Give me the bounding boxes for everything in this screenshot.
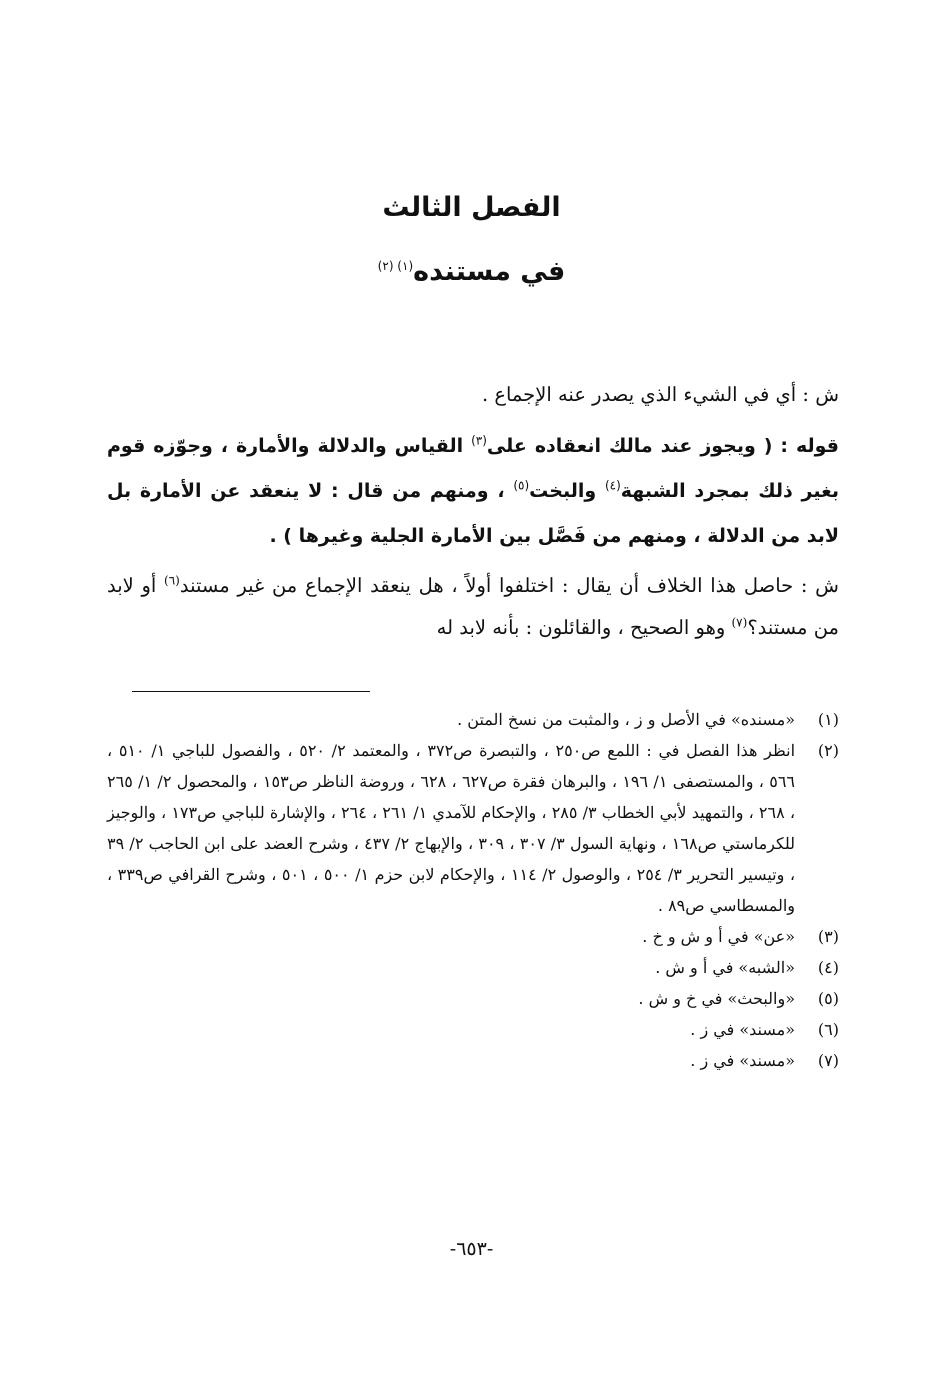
footnote-ref-5: (٥) xyxy=(513,478,530,493)
commentary-paragraph-2 xyxy=(107,565,839,649)
footnote-number: (٤) xyxy=(817,958,839,977)
quote-part-d: ، ومنهم من قال : لا ينعقد عن الأمارة بل لابد من الدلالة ، ومنهم من فَصَّل بين الأمارة الجلية وغيرها ) . xyxy=(107,480,839,547)
footnote-text: «مسند» في ز . xyxy=(690,1020,795,1039)
commentary-part-a: ش : حاصل هذا الخلاف أن يقال : اختلفوا أولاً ، هل ينعقد الإجماع من غير مستند xyxy=(179,574,839,597)
footnote-text: انظر هذا الفصل في : اللمع ص٢٥٠ ، والتبصرة ص٣٧٢ ، والمعتمد ٢/ ٥٢٠ ، والفصول للباجي ١/ ٥١٠ ، ٥٦٦ ، والمستصفى ١/ ١٩٦ ، والبرهان فقرة ص٦٢٧ ، ٦٢٨ ، وروضة الناظر ص١٥٣ ، والمحصول ٢/ ١/ ٢٦٥ ، ٢٦٨ ، والتمهيد لأبي الخطاب ٣/ ٢٨٥ ، والإحكام للآمدي ١/ ٢٦١ ، ٢٦٤ ، والإشارة للباجي ص١٧٣ ، والوجيز للكرماستي ص١٦٨ ، ونهاية السول ٣/ ٣٠٧ ، ٣٠٩ ، والإبهاج ٢/ ٤٣٧ ، وشرح العضد على ابن الحاجب ٢/ ٣٩ ، وتيسير التحرير ٣/ ٢٥٤ ، والوصول ٢/ ١١٤ ، والإحكام لابن حزم ١/ ٥٠٠ ، ٥٠١ ، وشرح القرافي ص٣٣٩ ، والمسطاسي ص٨٩ . xyxy=(107,741,796,915)
footnotes-section xyxy=(107,704,839,1076)
body-text-block xyxy=(107,374,839,649)
footnote-text: «عن» في أ و ش و خ . xyxy=(642,927,795,946)
commentary-part-b: أو لابد من مستند؟ xyxy=(107,574,839,639)
chapter-subtitle-text: في مستنده xyxy=(413,256,566,287)
chapter-subtitle-footnote-refs: (١) (٢) xyxy=(377,259,414,273)
footnote-number: (٣) xyxy=(817,927,839,946)
chapter-title: الفصل الثالث xyxy=(382,192,561,223)
footnote-item xyxy=(107,983,839,1014)
footnote-ref-4: (٤) xyxy=(604,478,621,493)
quote-part-b: القياس والدلالة والأمارة ، وجوّزه قوم بغير ذلك بمجرد الشبهة xyxy=(107,435,839,502)
footnote-ref-3: (٣) xyxy=(471,433,487,448)
footnote-item xyxy=(107,735,839,921)
footnote-number: (١) xyxy=(817,710,839,729)
commentary-paragraph-1: ش : أي في الشيء الذي يصدر عنه الإجماع . xyxy=(481,383,839,406)
footnote-number: (٧) xyxy=(817,1051,839,1070)
footnote-number: (٥) xyxy=(817,989,839,1008)
quote-part-c: والبخت xyxy=(529,480,605,502)
footnote-item xyxy=(107,952,839,983)
footnote-number: (٢) xyxy=(817,741,839,760)
footnote-item xyxy=(107,921,839,952)
quoted-text-paragraph xyxy=(107,424,839,559)
footnote-ref-6: (٦) xyxy=(164,573,180,588)
footnote-separator xyxy=(132,691,370,692)
chapter-subtitle xyxy=(0,256,943,287)
footnote-text: «الشبه» في أ و ش . xyxy=(655,958,795,977)
page-number: -٦٥٣- xyxy=(449,1238,494,1260)
footnote-ref-7: (٧) xyxy=(731,615,748,630)
footnote-item xyxy=(107,1045,839,1076)
footnote-text: «والبحث» في خ و ش . xyxy=(638,989,795,1008)
footnote-number: (٦) xyxy=(817,1020,839,1039)
commentary-part-c: وهو الصحيح ، والقائلون : بأنه لابد له xyxy=(436,616,732,639)
footnote-text: «مسنده» في الأصل و ز ، والمثبت من نسخ المتن . xyxy=(457,710,795,729)
footnote-item xyxy=(107,1014,839,1045)
footnote-item xyxy=(107,704,839,735)
quote-part-a: قوله : ( ويجوز عند مالك انعقاده على xyxy=(486,435,840,457)
footnote-text: «مسند» في ز . xyxy=(690,1051,795,1070)
